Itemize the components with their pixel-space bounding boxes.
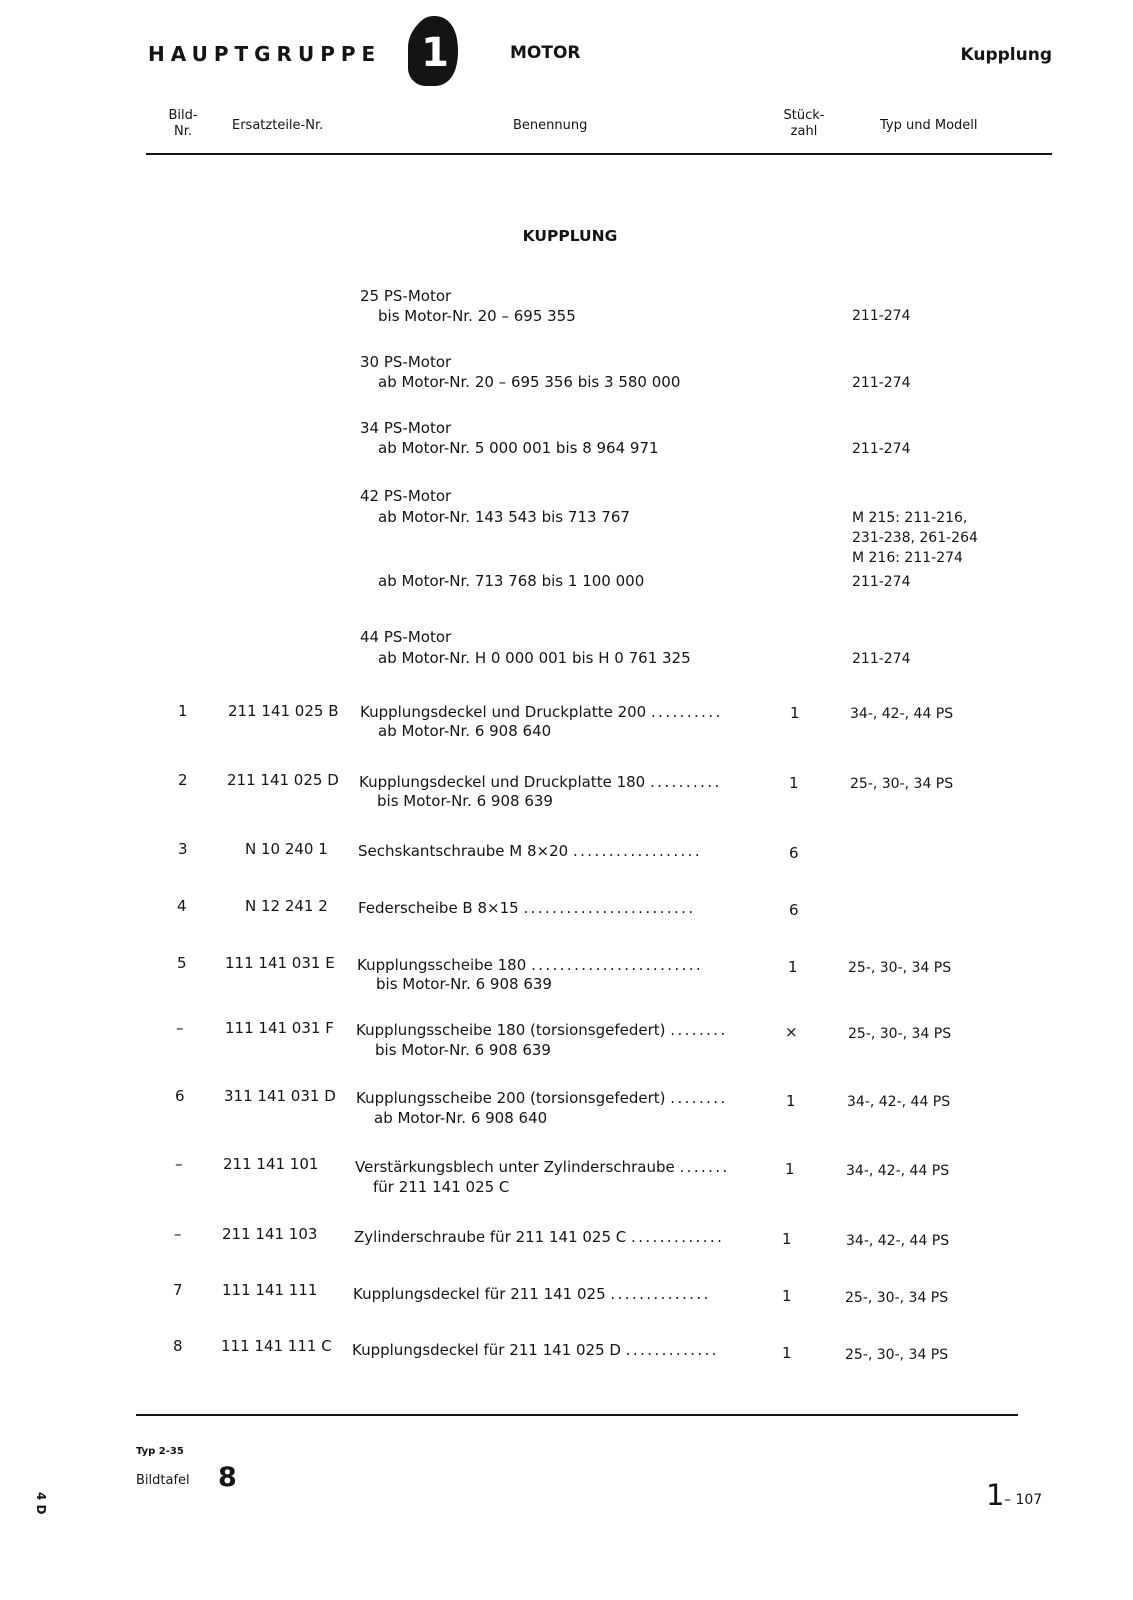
part-note: ab Motor-Nr. 6 908 640 <box>378 722 552 740</box>
engine-30-type: 211-274 <box>852 375 911 391</box>
engine-25-range: bis Motor-Nr. 20 – 695 355 <box>378 307 576 325</box>
part-name <box>355 1158 730 1176</box>
engine-42-range-2: ab Motor-Nr. 713 768 bis 1 100 000 <box>378 572 645 590</box>
part-bild-nr: 6 <box>175 1087 185 1105</box>
part-name-text: Kupplungsscheibe 180 (torsionsgefedert) <box>356 1021 666 1039</box>
col-stueckzahl-line2: zahl <box>790 124 818 139</box>
col-stueckzahl-line1: Stück- <box>783 108 825 123</box>
part-type: 25-, 30-, 34 PS <box>850 776 954 792</box>
col-stueckzahl <box>778 108 830 140</box>
part-quantity: 6 <box>789 844 799 862</box>
part-bild-nr: 4 <box>177 897 187 915</box>
part-quantity: 1 <box>782 1230 792 1248</box>
part-type: 25-, 30-, 34 PS <box>845 1347 949 1363</box>
part-name-text: Kupplungsdeckel und Druckplatte 200 <box>360 703 647 721</box>
part-leader-dots: ............. <box>625 1341 719 1359</box>
engine-42-range-1: ab Motor-Nr. 143 543 bis 713 767 <box>378 508 630 526</box>
part-name-text: Zylinderschraube für 211 141 025 C <box>354 1228 627 1246</box>
engine-34-name: 34 PS-Motor <box>360 419 452 437</box>
engine-44-name: 44 PS-Motor <box>360 628 452 646</box>
part-quantity: 6 <box>789 901 799 919</box>
part-name-text: Verstärkungsblech unter Zylinderschraube <box>355 1158 675 1176</box>
part-type: 34-, 42-, 44 PS <box>847 1094 951 1110</box>
part-note: bis Motor-Nr. 6 908 639 <box>377 792 553 810</box>
part-bild-nr: – <box>174 1225 182 1243</box>
part-name <box>357 956 703 974</box>
part-type: 25-, 30-, 34 PS <box>845 1290 949 1306</box>
group-name: MOTOR <box>510 43 581 63</box>
part-leader-dots: .............. <box>610 1285 711 1303</box>
part-name <box>354 1228 724 1246</box>
col-ersatzteile-nr: Ersatzteile-Nr. <box>232 118 324 133</box>
part-number: 211 141 025 B <box>228 702 339 720</box>
part-type: 34-, 42-, 44 PS <box>850 706 954 722</box>
part-note: für 211 141 025 C <box>373 1178 510 1196</box>
part-number: 111 141 111 <box>222 1281 318 1299</box>
part-bild-nr: 8 <box>173 1337 183 1355</box>
part-bild-nr: 1 <box>178 702 188 720</box>
part-number: 311 141 031 D <box>224 1087 336 1105</box>
engine-34-range: ab Motor-Nr. 5 000 001 bis 8 964 971 <box>378 439 659 457</box>
footer-rule <box>136 1414 1018 1416</box>
part-name <box>360 703 723 721</box>
group-number-badge <box>404 14 460 88</box>
part-leader-dots: ........ <box>670 1089 728 1107</box>
engine-25-type: 211-274 <box>852 308 911 324</box>
part-number: 111 141 031 E <box>225 954 335 972</box>
col-benennung: Benennung <box>513 118 588 133</box>
engine-42-type-1 <box>852 508 978 568</box>
part-name-text: Kupplungsscheibe 180 <box>357 956 527 974</box>
engine-30-name: 30 PS-Motor <box>360 353 452 371</box>
header-rule <box>146 153 1052 155</box>
part-type: 34-, 42-, 44 PS <box>846 1233 950 1249</box>
part-leader-dots: ........................ <box>531 956 704 974</box>
part-name <box>353 1285 711 1303</box>
hauptgruppe-label: HAUPTGRUPPE <box>148 42 382 66</box>
part-name-text: Federscheibe B 8×15 <box>358 899 519 917</box>
page-number-main: 1 <box>986 1478 1005 1512</box>
part-number: 211 141 101 <box>223 1155 319 1173</box>
part-bild-nr: 3 <box>178 840 188 858</box>
part-quantity: 1 <box>788 958 798 976</box>
part-leader-dots: ........................ <box>523 899 696 917</box>
part-type: 34-, 42-, 44 PS <box>846 1163 950 1179</box>
footer-bildtafel-label: Bildtafel <box>136 1473 190 1488</box>
part-type: 25-, 30-, 34 PS <box>848 1026 952 1042</box>
part-quantity: 1 <box>790 704 800 722</box>
engine-42-name: 42 PS-Motor <box>360 487 452 505</box>
footer-typ: Typ 2-35 <box>136 1446 184 1457</box>
engine-42-type-1-line3: M 216: 211-274 <box>852 550 963 566</box>
col-bild-nr-line1: Bild- <box>168 108 198 123</box>
part-number: 111 141 111 C <box>221 1337 332 1355</box>
footer-bildtafel-number: 8 <box>218 1462 237 1493</box>
part-number: 211 141 025 D <box>227 771 339 789</box>
part-number: N 10 240 1 <box>245 840 328 858</box>
section-title: KUPPLUNG <box>522 227 618 245</box>
part-name-text: Kupplungsdeckel für 211 141 025 D <box>352 1341 621 1359</box>
part-leader-dots: .......... <box>649 773 722 791</box>
col-bild-nr-line2: Nr. <box>173 124 192 139</box>
part-bild-nr: – <box>176 1019 184 1037</box>
section-heading: Kupplung <box>960 45 1052 65</box>
engine-30-range: ab Motor-Nr. 20 – 695 356 bis 3 580 000 <box>378 373 681 391</box>
part-name <box>359 773 722 791</box>
part-name <box>358 899 696 917</box>
part-note: bis Motor-Nr. 6 908 639 <box>375 1041 551 1059</box>
engine-42-type-1-line2: 231-238, 261-264 <box>852 530 978 546</box>
part-quantity: 1 <box>782 1344 792 1362</box>
part-name-text: Kupplungsscheibe 200 (torsionsgefedert) <box>356 1089 666 1107</box>
part-name-text: Sechskantschraube M 8×20 <box>358 842 569 860</box>
part-leader-dots: ............. <box>631 1228 725 1246</box>
part-name <box>352 1341 719 1359</box>
part-quantity: 1 <box>785 1160 795 1178</box>
part-name-text: Kupplungsdeckel für 211 141 025 <box>353 1285 606 1303</box>
part-number: N 12 241 2 <box>245 897 328 915</box>
part-type: 25-, 30-, 34 PS <box>848 960 952 976</box>
part-bild-nr: – <box>175 1155 183 1173</box>
part-bild-nr: 7 <box>173 1281 183 1299</box>
engine-34-type: 211-274 <box>852 441 911 457</box>
part-quantity: 1 <box>786 1092 796 1110</box>
part-quantity: 1 <box>782 1287 792 1305</box>
engine-44-type: 211-274 <box>852 651 911 667</box>
col-typ-modell: Typ und Modell <box>880 118 978 133</box>
part-name <box>356 1021 728 1039</box>
part-quantity: × <box>785 1023 798 1041</box>
part-leader-dots: ....... <box>679 1158 730 1176</box>
part-leader-dots: .......... <box>650 703 723 721</box>
part-name <box>356 1089 728 1107</box>
part-note: bis Motor-Nr. 6 908 639 <box>376 975 552 993</box>
page-number-sub: – 107 <box>1004 1492 1043 1508</box>
engine-25-name: 25 PS-Motor <box>360 287 452 305</box>
part-bild-nr: 5 <box>177 954 187 972</box>
part-leader-dots: ........ <box>670 1021 728 1039</box>
part-bild-nr: 2 <box>178 771 188 789</box>
engine-42-type-2: 211-274 <box>852 574 911 590</box>
part-number: 211 141 103 <box>222 1225 318 1243</box>
part-leader-dots: .................. <box>572 842 702 860</box>
group-number: 1 <box>421 30 449 76</box>
part-name <box>358 842 702 860</box>
engine-42-type-1-line1: M 215: 211-216, <box>852 510 968 526</box>
footer-side-code: 4 D <box>34 1492 48 1515</box>
part-name-text: Kupplungsdeckel und Druckplatte 180 <box>359 773 646 791</box>
part-quantity: 1 <box>789 774 799 792</box>
engine-44-range: ab Motor-Nr. H 0 000 001 bis H 0 761 325 <box>378 649 691 667</box>
part-number: 111 141 031 F <box>225 1019 334 1037</box>
part-note: ab Motor-Nr. 6 908 640 <box>374 1109 548 1127</box>
col-bild-nr <box>164 108 202 140</box>
